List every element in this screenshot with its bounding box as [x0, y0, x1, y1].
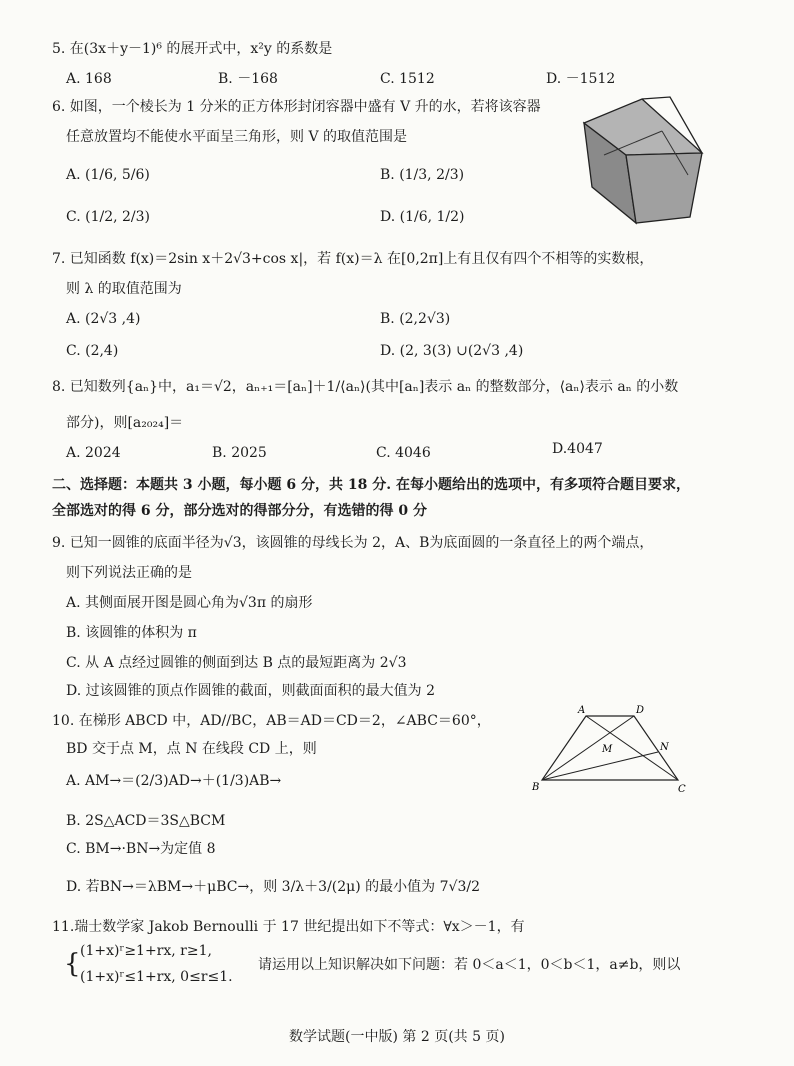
label-c: C — [678, 784, 686, 795]
q8-option-c: C. 4046 — [376, 445, 431, 461]
q7-option-b: B. (2,2√3) — [380, 311, 451, 327]
q10-option-c: C. BM→·BN→为定值 8 — [66, 841, 216, 857]
q9-stem-line1: 9. 已知一圆锥的底面半径为√3，该圆锥的母线长为 2，A、B为底面圆的一条直径上的两个端点， — [52, 535, 654, 551]
q11-case1: (1+x)ʳ≥1+rx, r≥1, — [80, 943, 212, 959]
q8-option-d: D.4047 — [552, 441, 603, 457]
segment-bn — [542, 752, 658, 780]
q9-option-a: A. 其侧面展开图是圆心角为√3π 的扇形 — [66, 595, 313, 611]
q7-stem-line2: 则 λ 的取值范围为 — [66, 281, 182, 297]
q6-option-c: C. (1/2, 2/3) — [66, 209, 150, 225]
cube-water-face-front — [626, 153, 702, 223]
q5-stem: 5. 在(3x＋y－1)⁶ 的展开式中，x²y 的系数是 — [52, 41, 333, 57]
q10-option-a: A. AM→＝(2/3)AD→＋(1/3)AB→ — [66, 773, 282, 789]
q8-option-b: B. 2025 — [212, 445, 267, 461]
label-a: A — [578, 705, 586, 716]
q5-option-d: D. －1512 — [546, 71, 616, 87]
q10-stem-line2: BD 交于点 M，点 N 在线段 CD 上，则 — [66, 741, 317, 757]
q9-option-c: C. 从 A 点经过圆锥的侧面到达 B 点的最短距离为 2√3 — [66, 655, 407, 671]
label-d: D — [636, 705, 645, 716]
q8-option-a: A. 2024 — [66, 445, 121, 461]
q10-stem-line1: 10. 在梯形 ABCD 中，AD//BC，AB＝AD＝CD＝2，∠ABC＝60°， — [52, 713, 491, 729]
q5-option-a: A. 168 — [66, 71, 112, 87]
q7-stem-line1: 7. 已知函数 f(x)＝2sin x＋2√3+cos x|，若 f(x)＝λ 在[0,2π]上有且仅有四个不相等的实数根， — [52, 251, 654, 267]
q8-stem-line1: 8. 已知数列{aₙ}中，a₁＝√2，aₙ₊₁＝[aₙ]＋1/⟨aₙ⟩(其中[aₙ]表示 aₙ 的整数部分，⟨aₙ⟩表示 aₙ 的小数 — [52, 379, 679, 395]
q6-stem-line2: 任意放置均不能使水平面呈三角形，则 V 的取值范围是 — [66, 129, 408, 145]
diagonal-bd — [542, 716, 634, 780]
q6-option-b: B. (1/3, 2/3) — [380, 167, 465, 183]
label-m: M — [602, 744, 613, 755]
q8-stem-line2: 部分)，则[a₂₀₂₄]＝ — [66, 415, 184, 431]
q10-option-b: B. 2S△ACD＝3S△BCM — [66, 813, 226, 829]
q7-option-c: C. (2,4) — [66, 343, 119, 359]
q11-brace: { — [64, 949, 81, 979]
q7-option-a: A. (2√3 ,4) — [66, 311, 141, 327]
q10-option-d: D. 若BN→＝λBM→＋μBC→，则 3/λ＋3/(2μ) 的最小值为 7√3/2 — [66, 879, 480, 895]
q11-stem-line1: 11.瑞士数学家 Jakob Bernoulli 于 17 世纪提出如下不等式：∀x＞－1，有 — [52, 919, 525, 935]
section2-heading-line2: 全部选对的得 6 分，部分选对的得部分分，有选错的得 0 分 — [52, 503, 427, 519]
q7-option-d: D. (2, 3(3) ∪(2√3 ,4) — [380, 343, 524, 359]
page-footer: 数学试题(一中版) 第 2 页(共 5 页) — [289, 1029, 505, 1045]
cube-container-figure — [578, 95, 718, 225]
q6-option-a: A. (1/6, 5/6) — [66, 167, 150, 183]
trapezoid-figure — [526, 700, 696, 796]
q5-option-b: B. －168 — [218, 71, 278, 87]
q9-option-b: B. 该圆锥的体积为 π — [66, 625, 197, 641]
label-n: N — [660, 742, 669, 753]
q9-option-d: D. 过该圆锥的顶点作圆锥的截面，则截面面积的最大值为 2 — [66, 683, 435, 699]
q6-stem-line1: 6. 如图，一个棱长为 1 分米的正方体形封闭容器中盛有 V 升的水，若将该容器 — [52, 99, 541, 115]
label-b: B — [532, 782, 540, 793]
q9-stem-line2: 则下列说法正确的是 — [66, 565, 192, 581]
q6-option-d: D. (1/6, 1/2) — [380, 209, 465, 225]
section2-heading-line1: 二、选择题：本题共 3 小题，每小题 6 分，共 18 分. 在每小题给出的选项中，有多项符合题目要求， — [52, 477, 690, 493]
q11-tail: 请运用以上知识解决如下问题：若 0＜a＜1，0＜b＜1，a≠b，则以 — [258, 957, 681, 973]
q11-case2: (1+x)ʳ≤1+rx, 0≤r≤1. — [80, 969, 233, 985]
q5-option-c: C. 1512 — [380, 71, 435, 87]
